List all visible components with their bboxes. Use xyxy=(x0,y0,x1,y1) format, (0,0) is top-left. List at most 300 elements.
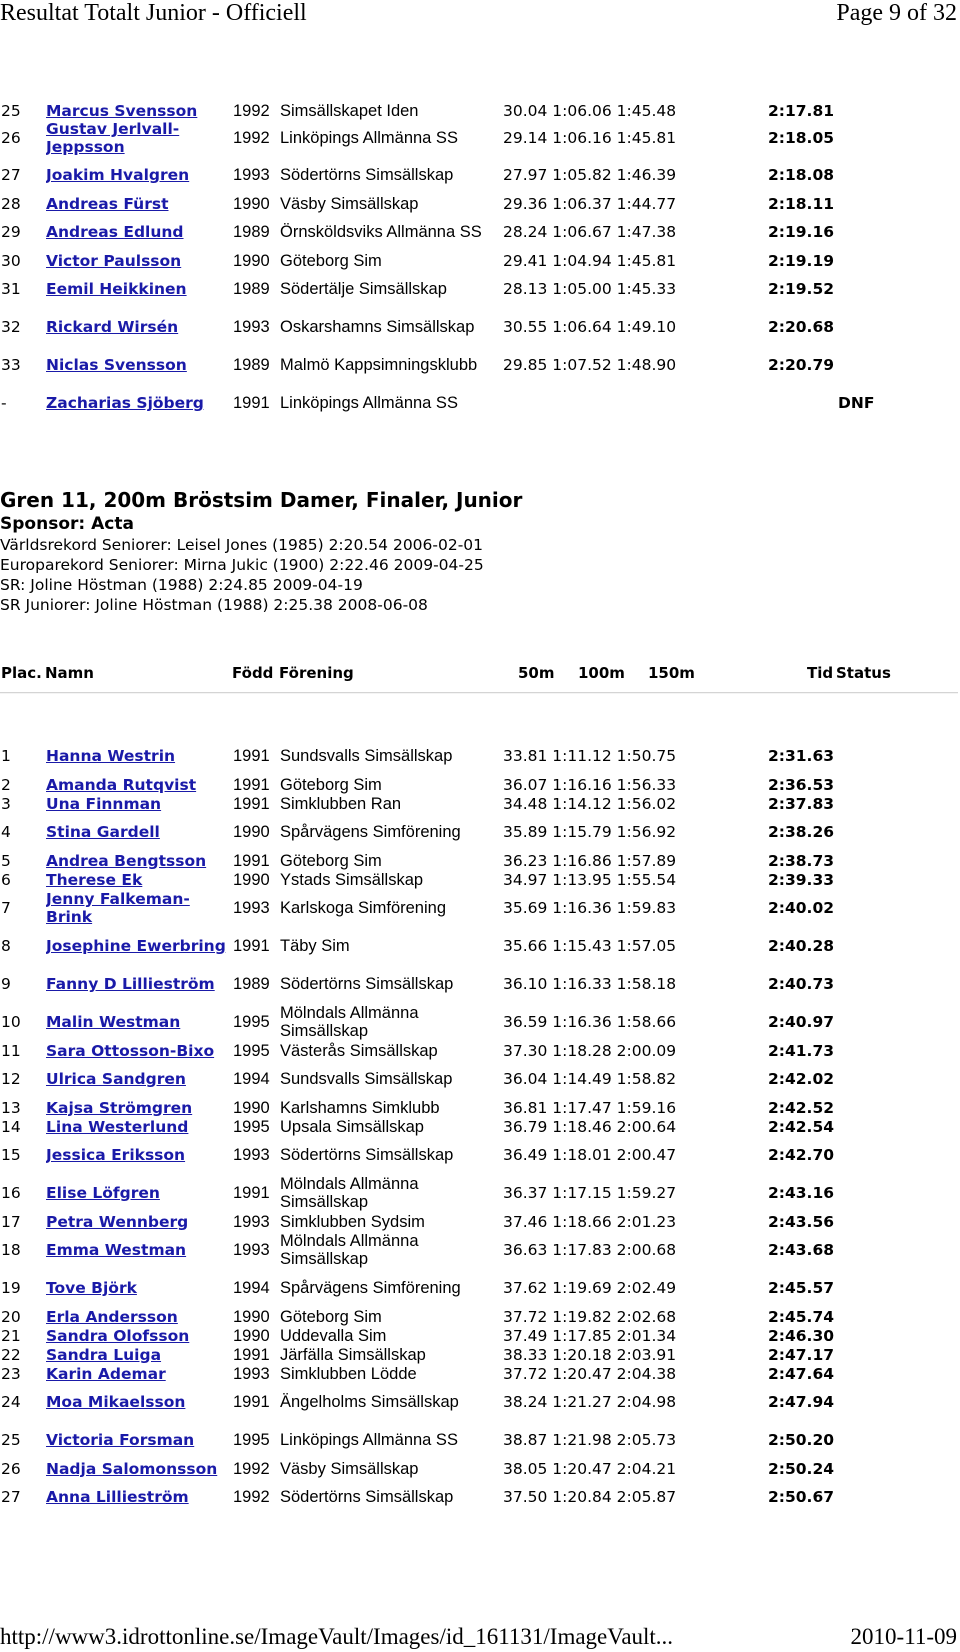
name-cell xyxy=(46,308,233,346)
result-row xyxy=(0,889,868,927)
birth-year-cell: 1991 xyxy=(233,775,270,794)
athlete-name-link[interactable]: Jenny Falkeman-Brink xyxy=(46,890,190,926)
birth-year-cell: 1991 xyxy=(233,1393,270,1411)
name-cell xyxy=(46,1231,233,1269)
status-cell xyxy=(838,1231,868,1269)
birth-year-cell: 1989 xyxy=(233,975,270,993)
page-header xyxy=(0,0,960,30)
club-cell: Spårvägens Simförening xyxy=(280,823,461,841)
place-cell: 29 xyxy=(1,223,21,241)
athlete-name-link[interactable]: Una Finnman xyxy=(46,794,162,813)
birth-year-cell: 1993 xyxy=(233,1364,270,1383)
place-cell: - xyxy=(1,394,7,412)
club-cell: Södertörns Simsällskap xyxy=(280,1146,454,1164)
result-row xyxy=(0,1421,868,1459)
club-cell: Malmö Kappsimningsklubb xyxy=(280,356,478,374)
result-row xyxy=(0,870,868,889)
split-times-cell: 38.24 1:21.27 2:04.98 xyxy=(503,1393,677,1411)
athlete-name-link[interactable]: Marcus Svensson xyxy=(46,101,198,120)
final-time-cell: 2:20.68 xyxy=(768,318,835,336)
result-row xyxy=(0,308,874,346)
athlete-name-link[interactable]: Gustav Jerlvall-Jeppsson xyxy=(46,120,180,156)
final-time-cell: 2:40.97 xyxy=(768,1013,835,1031)
status-cell xyxy=(838,927,868,965)
place-cell: 10 xyxy=(1,1013,21,1031)
place-cell: 13 xyxy=(1,1098,21,1117)
split-times-cell: 36.04 1:14.49 1:58.82 xyxy=(503,1070,677,1088)
birth-year-cell: 1990 xyxy=(233,194,270,213)
club-cell: Södertälje Simsällskap xyxy=(280,280,447,298)
name-cell xyxy=(46,1478,233,1516)
result-row xyxy=(0,251,874,270)
result-row xyxy=(0,1383,868,1421)
athlete-name-link[interactable]: Elise Löfgren xyxy=(46,1184,160,1202)
club-cell: Mölndals Allmänna Simsällskap xyxy=(280,1004,419,1040)
athlete-name-link[interactable]: Andreas Edlund xyxy=(46,223,184,241)
result-row xyxy=(0,213,874,251)
club-cell: Sundsvalls Simsällskap xyxy=(280,1070,453,1088)
birth-year-cell: 1989 xyxy=(233,280,270,298)
club-cell: Ängelholms Simsällskap xyxy=(280,1393,459,1411)
athlete-name-link[interactable]: Therese Ek xyxy=(46,870,143,889)
split-times-cell: 35.69 1:16.36 1:59.83 xyxy=(503,899,677,917)
athlete-name-link[interactable]: Victor Paulsson xyxy=(46,251,182,270)
event-header xyxy=(0,487,900,615)
split-times-cell: 36.79 1:18.46 2:00.64 xyxy=(503,1117,677,1136)
name-cell xyxy=(46,384,233,422)
birth-year-cell: 1993 xyxy=(233,166,270,184)
final-time-cell: 2:18.05 xyxy=(768,129,835,147)
place-cell: 19 xyxy=(1,1279,21,1297)
split-times-cell: 38.33 1:20.18 2:03.91 xyxy=(503,1345,677,1364)
result-row xyxy=(0,794,868,813)
split-times-cell: 35.66 1:15.43 1:57.05 xyxy=(503,937,677,955)
col-header-150m: 150m xyxy=(648,664,695,682)
name-cell xyxy=(46,1269,233,1307)
result-row xyxy=(0,965,868,1003)
name-cell xyxy=(46,889,233,927)
status-cell xyxy=(838,1003,868,1041)
athlete-name-link[interactable]: Anna Lillieström xyxy=(46,1488,189,1506)
name-cell xyxy=(46,1060,233,1098)
final-time-cell: 2:40.02 xyxy=(768,899,835,917)
result-row xyxy=(0,813,868,851)
status-cell xyxy=(838,213,874,251)
status-cell: DNF xyxy=(838,394,875,412)
split-times-cell: 37.62 1:19.69 2:02.49 xyxy=(503,1279,677,1297)
status-cell xyxy=(838,1269,868,1307)
status-cell xyxy=(838,737,868,775)
split-times-cell: 35.89 1:15.79 1:56.92 xyxy=(503,823,677,841)
name-cell xyxy=(46,737,233,775)
club-cell: Spårvägens Simförening xyxy=(280,1279,461,1297)
place-cell: 32 xyxy=(1,318,21,336)
athlete-name-link[interactable]: Karin Ademar xyxy=(46,1364,166,1383)
place-cell: 5 xyxy=(1,851,11,870)
result-row xyxy=(0,775,868,794)
final-time-cell: 2:18.08 xyxy=(768,166,835,184)
result-row xyxy=(0,346,874,384)
result-row xyxy=(0,101,874,120)
birth-year-cell: 1990 xyxy=(233,823,270,841)
athlete-name-link[interactable]: Petra Wennberg xyxy=(46,1212,189,1231)
place-cell: 26 xyxy=(1,129,21,147)
place-cell: 25 xyxy=(1,101,21,120)
name-cell xyxy=(46,1174,233,1212)
athlete-name-link[interactable]: Sandra Olofsson xyxy=(46,1326,190,1345)
event-title: Gren 11, 200m Bröstsim Damer, Finaler, Junior xyxy=(0,488,523,512)
split-times-cell: 37.72 1:20.47 2:04.38 xyxy=(503,1364,677,1383)
status-cell xyxy=(838,1478,868,1516)
status-cell xyxy=(838,1383,868,1421)
status-cell xyxy=(838,270,874,308)
split-times-cell: 29.14 1:06.16 1:45.81 xyxy=(503,129,677,147)
place-cell: 9 xyxy=(1,975,11,993)
status-cell xyxy=(838,1060,868,1098)
athlete-name-link[interactable]: Eemil Heikkinen xyxy=(46,280,187,298)
club-cell: Väsby Simsällskap xyxy=(280,1459,419,1478)
result-row xyxy=(0,1326,868,1345)
athlete-name-link[interactable]: Stina Gardell xyxy=(46,823,160,841)
header-divider xyxy=(0,692,958,694)
athlete-name-link[interactable]: Kajsa Strömgren xyxy=(46,1098,193,1117)
result-row xyxy=(0,1098,868,1117)
place-cell: 16 xyxy=(1,1184,21,1202)
status-cell xyxy=(838,965,868,1003)
name-cell xyxy=(46,270,233,308)
athlete-name-link[interactable]: Lina Westerlund xyxy=(46,1117,189,1136)
club-cell: Södertörns Simsällskap xyxy=(280,1488,454,1506)
record-line: Europarekord Seniorer: Mirna Jukic (1900) 2:22.46 2009-04-25 xyxy=(0,556,484,574)
status-cell xyxy=(838,889,868,927)
club-cell: Simklubben Sydsim xyxy=(280,1212,425,1231)
result-row xyxy=(0,1117,868,1136)
birth-year-cell: 1995 xyxy=(233,1013,270,1031)
status-cell xyxy=(838,813,868,851)
status-cell xyxy=(838,346,874,384)
final-time-cell: 2:18.11 xyxy=(768,194,835,213)
document-title: Resultat Totalt Junior - Officiell xyxy=(0,0,307,26)
final-time-cell xyxy=(768,384,838,422)
split-times-cell: 29.85 1:07.52 1:48.90 xyxy=(503,356,677,374)
place-cell: 2 xyxy=(1,775,11,794)
club-cell: Täby Sim xyxy=(280,937,350,955)
split-times-cell: 36.37 1:17.15 1:59.27 xyxy=(503,1184,677,1202)
status-cell xyxy=(838,851,868,870)
name-cell xyxy=(46,213,233,251)
birth-year-cell: 1993 xyxy=(233,1241,270,1259)
name-cell xyxy=(46,1421,233,1459)
athlete-name-link[interactable]: Joakim Hvalgren xyxy=(46,166,190,184)
col-header-year: Född xyxy=(232,664,274,682)
result-row xyxy=(0,1003,868,1041)
club-cell: Göteborg Sim xyxy=(280,1307,382,1326)
athlete-name-link[interactable]: Victoria Forsman xyxy=(46,1431,195,1449)
athlete-name-link[interactable]: Sandra Luiga xyxy=(46,1345,162,1364)
birth-year-cell: 1991 xyxy=(233,747,270,765)
result-row xyxy=(0,737,868,775)
name-cell xyxy=(46,251,233,270)
athlete-name-link[interactable]: Emma Westman xyxy=(46,1241,187,1259)
final-time-cell: 2:38.73 xyxy=(768,851,835,870)
name-cell xyxy=(46,1345,233,1364)
final-time-cell: 2:17.81 xyxy=(768,101,835,120)
club-cell: Södertörns Simsällskap xyxy=(280,166,454,184)
source-url: http://www3.idrottonline.se/ImageVault/Images/id_161131/ImageVault... xyxy=(0,1624,674,1649)
final-time-cell: 2:47.17 xyxy=(768,1345,835,1364)
birth-year-cell: 1990 xyxy=(233,1326,270,1345)
final-time-cell: 2:42.70 xyxy=(768,1146,835,1164)
place-cell: 7 xyxy=(1,899,11,917)
print-date: 2010-11-09 xyxy=(850,1624,957,1649)
split-times-cell: 36.49 1:18.01 2:00.47 xyxy=(503,1146,677,1164)
club-cell: Simklubben Lödde xyxy=(280,1364,417,1383)
record-line: Världsrekord Seniorer: Leisel Jones (1985) 2:20.54 2006-02-01 xyxy=(0,536,484,554)
place-cell: 12 xyxy=(1,1070,21,1088)
page-footer xyxy=(0,1622,960,1652)
athlete-name-link[interactable]: Hanna Westrin xyxy=(46,747,176,765)
col-header-time: Tid xyxy=(807,664,834,682)
final-time-cell: 2:45.57 xyxy=(768,1279,835,1297)
final-time-cell: 2:19.16 xyxy=(768,223,835,241)
result-row xyxy=(0,1269,868,1307)
final-time-cell: 2:47.64 xyxy=(768,1364,835,1383)
status-cell xyxy=(838,251,874,270)
birth-year-cell: 1994 xyxy=(233,1279,270,1297)
result-row xyxy=(0,156,874,194)
status-cell xyxy=(838,1174,868,1212)
result-row xyxy=(0,270,874,308)
record-line: SR: Joline Höstman (1988) 2:24.85 2009-04-19 xyxy=(0,576,363,594)
name-cell xyxy=(46,1383,233,1421)
athlete-name-link[interactable]: Jessica Eriksson xyxy=(46,1146,186,1164)
result-row xyxy=(0,1231,868,1269)
club-cell: Simklubben Ran xyxy=(280,794,402,813)
athlete-name-link[interactable]: Amanda Rutqvist xyxy=(46,775,197,794)
birth-year-cell: 1992 xyxy=(233,1459,270,1478)
club-cell: Oskarshamns Simsällskap xyxy=(280,318,475,336)
name-cell xyxy=(46,1326,233,1345)
athlete-name-link[interactable]: Niclas Svensson xyxy=(46,356,187,374)
final-time-cell: 2:20.79 xyxy=(768,356,835,374)
page-number: Page 9 of 32 xyxy=(836,0,957,26)
status-cell xyxy=(838,1117,868,1136)
final-time-cell: 2:45.74 xyxy=(768,1307,835,1326)
final-time-cell: 2:43.56 xyxy=(768,1212,835,1231)
place-cell: 3 xyxy=(1,794,11,813)
split-times-cell: 36.63 1:17.83 2:00.68 xyxy=(503,1241,677,1259)
final-time-cell: 2:50.24 xyxy=(768,1459,835,1478)
name-cell xyxy=(46,1117,233,1136)
split-times-cell: 36.07 1:16.16 1:56.33 xyxy=(503,775,677,794)
athlete-name-link[interactable]: Tove Björk xyxy=(46,1279,137,1297)
final-time-cell: 2:42.54 xyxy=(768,1117,835,1136)
club-cell: Sundsvalls Simsällskap xyxy=(280,747,453,765)
status-cell xyxy=(838,1421,868,1459)
club-cell: Västerås Simsällskap xyxy=(280,1041,438,1060)
place-cell: 23 xyxy=(1,1364,21,1383)
place-cell: 11 xyxy=(1,1041,21,1060)
athlete-name-link[interactable]: Rickard Wirsén xyxy=(46,318,179,336)
final-time-cell: 2:36.53 xyxy=(768,775,835,794)
place-cell: 27 xyxy=(1,1488,21,1506)
club-cell: Göteborg Sim xyxy=(280,775,382,794)
status-cell xyxy=(838,1136,868,1174)
name-cell xyxy=(46,1003,233,1041)
result-row xyxy=(0,1478,868,1516)
record-line: SR Juniorer: Joline Höstman (1988) 2:25.38 2008-06-08 xyxy=(0,596,428,614)
split-times-cell: 37.46 1:18.66 2:01.23 xyxy=(503,1212,677,1231)
split-times-cell: 37.30 1:18.28 2:00.09 xyxy=(503,1041,677,1060)
status-cell xyxy=(838,308,874,346)
birth-year-cell: 1995 xyxy=(233,1041,270,1060)
split-times-cell: 37.72 1:19.82 2:02.68 xyxy=(503,1307,677,1326)
birth-year-cell: 1992 xyxy=(233,1488,270,1506)
club-cell: Simsällskapet Iden xyxy=(280,101,419,120)
place-cell: 31 xyxy=(1,280,21,298)
athlete-name-link[interactable]: Fanny D Lillieström xyxy=(46,975,215,993)
col-header-50m: 50m xyxy=(518,664,555,682)
name-cell xyxy=(46,965,233,1003)
birth-year-cell: 1991 xyxy=(233,394,270,412)
split-times-cell: 28.13 1:05.00 1:45.33 xyxy=(503,280,677,298)
result-row xyxy=(0,120,874,156)
place-cell: 27 xyxy=(1,166,21,184)
split-times-cell: 34.48 1:14.12 1:56.02 xyxy=(503,794,677,813)
club-cell: Karlshamns Simklubb xyxy=(280,1098,440,1117)
name-cell xyxy=(46,346,233,384)
status-cell xyxy=(838,1345,868,1364)
athlete-name-link[interactable]: Malin Westman xyxy=(46,1013,181,1031)
club-cell: Järfälla Simsällskap xyxy=(280,1345,426,1364)
club-cell: Linköpings Allmänna SS xyxy=(280,1431,458,1449)
final-time-cell: 2:31.63 xyxy=(768,747,835,765)
athlete-name-link[interactable]: Josephine Ewerbring xyxy=(46,937,226,955)
place-cell: 21 xyxy=(1,1326,21,1345)
split-times-cell: 27.97 1:05.82 1:46.39 xyxy=(503,166,677,184)
split-times-cell: 33.81 1:11.12 1:50.75 xyxy=(503,747,677,765)
split-times-cell: 37.50 1:20.84 2:05.87 xyxy=(503,1488,677,1506)
split-times-cell: 30.04 1:06.06 1:45.48 xyxy=(503,101,677,120)
results-column-headers xyxy=(0,662,960,684)
final-time-cell: 2:43.68 xyxy=(768,1241,835,1259)
place-cell: 20 xyxy=(1,1307,21,1326)
club-cell: Södertörns Simsällskap xyxy=(280,975,454,993)
athlete-name-link[interactable]: Moa Mikaelsson xyxy=(46,1393,186,1411)
status-cell xyxy=(838,120,874,156)
name-cell xyxy=(46,156,233,194)
club-cell: Väsby Simsällskap xyxy=(280,194,419,213)
name-cell xyxy=(46,1212,233,1231)
birth-year-cell: 1995 xyxy=(233,1431,270,1449)
birth-year-cell: 1995 xyxy=(233,1117,270,1136)
result-row xyxy=(0,1041,868,1060)
name-cell xyxy=(46,1098,233,1117)
athlete-name-link[interactable]: Andreas Fürst xyxy=(46,194,169,213)
split-times-cell: 37.49 1:17.85 2:01.34 xyxy=(503,1326,677,1345)
result-row xyxy=(0,1174,868,1212)
results-table-event-11 xyxy=(0,737,868,1516)
final-time-cell: 2:42.02 xyxy=(768,1070,835,1088)
birth-year-cell: 1991 xyxy=(233,937,270,955)
place-cell: 28 xyxy=(1,194,21,213)
final-time-cell: 2:37.83 xyxy=(768,794,835,813)
result-row xyxy=(0,1136,868,1174)
result-row xyxy=(0,1212,868,1231)
final-time-cell: 2:42.52 xyxy=(768,1098,835,1117)
name-cell xyxy=(46,101,233,120)
col-header-club: Förening xyxy=(279,664,354,682)
name-cell xyxy=(46,194,233,213)
name-cell xyxy=(46,775,233,794)
club-cell: Göteborg Sim xyxy=(280,251,382,270)
athlete-name-link[interactable]: Nadja Salomonsson xyxy=(46,1459,218,1478)
athlete-name-link[interactable]: Zacharias Sjöberg xyxy=(46,394,204,412)
name-cell xyxy=(46,851,233,870)
birth-year-cell: 1993 xyxy=(233,318,270,336)
final-time-cell: 2:50.67 xyxy=(768,1488,835,1506)
status-cell xyxy=(838,870,868,889)
result-row xyxy=(0,1307,868,1326)
name-cell xyxy=(46,1364,233,1383)
result-row xyxy=(0,1364,868,1383)
birth-year-cell: 1993 xyxy=(233,1212,270,1231)
split-times-cell: 28.24 1:06.67 1:47.38 xyxy=(503,223,677,241)
place-cell: 24 xyxy=(1,1393,21,1411)
final-time-cell: 2:41.73 xyxy=(768,1041,835,1060)
birth-year-cell: 1989 xyxy=(233,223,270,241)
birth-year-cell: 1990 xyxy=(233,1098,270,1117)
col-header-name: Namn xyxy=(45,664,94,682)
place-cell: 8 xyxy=(1,937,11,955)
name-cell xyxy=(46,1307,233,1326)
athlete-name-link[interactable]: Ulrica Sandgren xyxy=(46,1070,186,1088)
status-cell xyxy=(838,1326,868,1345)
club-cell: Linköpings Allmänna SS xyxy=(280,129,458,147)
place-cell: 14 xyxy=(1,1117,21,1136)
results-table-previous-event xyxy=(0,101,874,422)
birth-year-cell: 1990 xyxy=(233,1307,270,1326)
status-cell xyxy=(838,101,874,120)
birth-year-cell: 1990 xyxy=(233,870,270,889)
col-header-100m: 100m xyxy=(578,664,625,682)
final-time-cell: 2:40.28 xyxy=(768,937,835,955)
place-cell: 30 xyxy=(1,251,21,270)
final-time-cell: 2:19.52 xyxy=(768,280,835,298)
result-row xyxy=(0,927,868,965)
final-time-cell: 2:38.26 xyxy=(768,823,835,841)
birth-year-cell: 1990 xyxy=(233,251,270,270)
name-cell xyxy=(46,813,233,851)
birth-year-cell: 1991 xyxy=(233,1345,270,1364)
place-cell: 18 xyxy=(1,1241,21,1259)
final-time-cell: 2:47.94 xyxy=(768,1393,835,1411)
athlete-name-link[interactable]: Andrea Bengtsson xyxy=(46,851,207,870)
final-time-cell: 2:19.19 xyxy=(768,251,835,270)
result-row xyxy=(0,194,874,213)
event-sponsor: Sponsor: Acta xyxy=(0,514,134,534)
final-time-cell: 2:50.20 xyxy=(768,1431,835,1449)
status-cell xyxy=(838,1364,868,1383)
place-cell: 4 xyxy=(1,823,11,841)
athlete-name-link[interactable]: Erla Andersson xyxy=(46,1307,178,1326)
athlete-name-link[interactable]: Sara Ottosson-Bixo xyxy=(46,1041,215,1060)
birth-year-cell: 1994 xyxy=(233,1070,270,1088)
birth-year-cell: 1992 xyxy=(233,129,270,147)
club-cell: Upsala Simsällskap xyxy=(280,1117,424,1136)
name-cell xyxy=(46,927,233,965)
birth-year-cell: 1989 xyxy=(233,356,270,374)
